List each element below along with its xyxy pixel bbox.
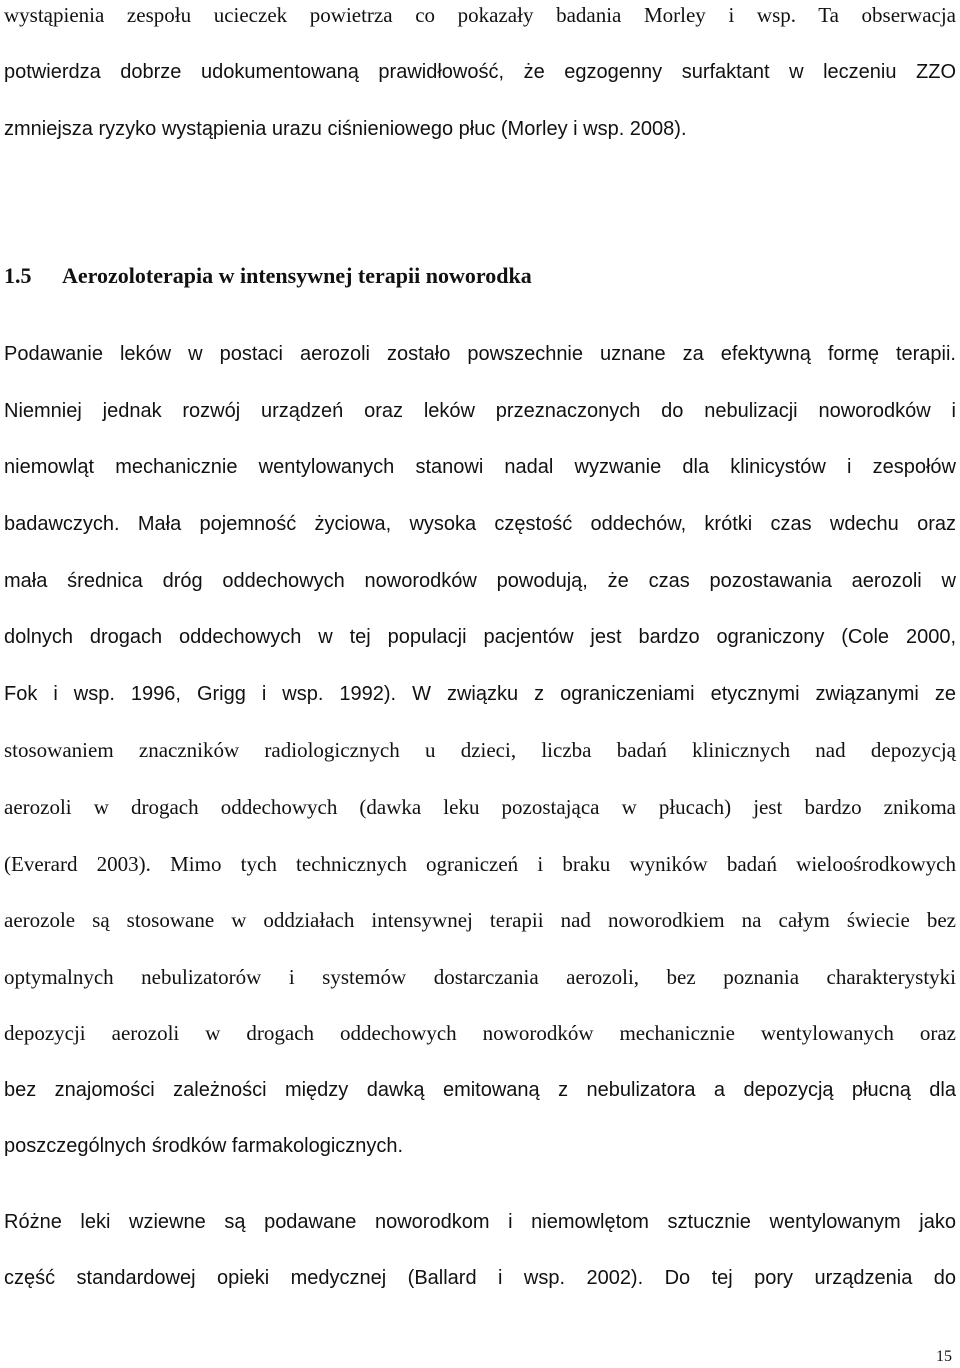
text-line: depozycji aerozoli w drogach oddechowych noworodków mechanicznie wentylowanych oraz — [4, 1021, 956, 1045]
text-line: dolnych drogach oddechowych w tej populacji pacjentów jest bardzo ograniczony (Cole 2000, — [4, 626, 956, 648]
text-line: potwierdza dobrze udokumentowaną prawidłowość, że egzogenny surfaktant w leczeniu ZZO — [4, 61, 956, 83]
text-line: część standardowej opieki medycznej (Ballard i wsp. 2002). Do tej pory urządzenia do — [4, 1267, 956, 1289]
text-line: Fok i wsp. 1996, Grigg i wsp. 1992). W związku z ograniczeniami etycznymi związanymi ze — [4, 683, 956, 705]
text-line: badawczych. Mała pojemność życiowa, wysoka częstość oddechów, krótki czas wdechu oraz — [4, 513, 956, 535]
text-line: poszczególnych środków farmakologicznych. — [4, 1135, 404, 1157]
text-line: wystąpienia zespołu ucieczek powietrza co pokazały badania Morley i wsp. Ta obserwacja — [4, 3, 956, 27]
section-heading — [4, 262, 532, 290]
text-line: Podawanie leków w postaci aerozoli zostało powszechnie uznane za efektywną formę terapii. — [4, 343, 956, 365]
text-line: Niemniej jednak rozwój urządzeń oraz leków przeznaczonych do nebulizacji noworodków i — [4, 400, 956, 422]
text-line: mała średnica dróg oddechowych noworodków powodują, że czas pozostawania aerozoli w — [4, 570, 956, 592]
text-line: (Everard 2003). Mimo tych technicznych ograniczeń i braku wyników badań wieloośrodkowych — [4, 852, 956, 876]
text-line: aerozole są stosowane w oddziałach intensywnej terapii nad noworodkiem na całym świecie bez — [4, 908, 956, 932]
section-number: 1.5 — [4, 263, 32, 288]
text-line: stosowaniem znaczników radiologicznych u dzieci, liczba badań klinicznych nad depozycją — [4, 738, 956, 762]
text-line: bez znajomości zależności między dawką emitowaną z nebulizatora a depozycją płucną dla — [4, 1079, 956, 1101]
page-number: 15 — [936, 1348, 952, 1365]
text-line: niemowląt mechanicznie wentylowanych stanowi nadal wyzwanie dla klinicystów i zespołów — [4, 456, 956, 478]
section-title: Aerozoloterapia w intensywnej terapii noworodka — [62, 263, 532, 288]
text-line: Różne leki wziewne są podawane noworodkom i niemowlętom sztucznie wentylowanym jako — [4, 1211, 956, 1233]
text-line: aerozoli w drogach oddechowych (dawka leku pozostająca w płucach) jest bardzo znikoma — [4, 795, 956, 819]
text-line: zmniejsza ryzyko wystąpienia urazu ciśnieniowego płuc (Morley i wsp. 2008). — [4, 118, 687, 140]
text-line: optymalnych nebulizatorów i systemów dostarczania aerozoli, bez poznania charakterystyki — [4, 965, 956, 989]
